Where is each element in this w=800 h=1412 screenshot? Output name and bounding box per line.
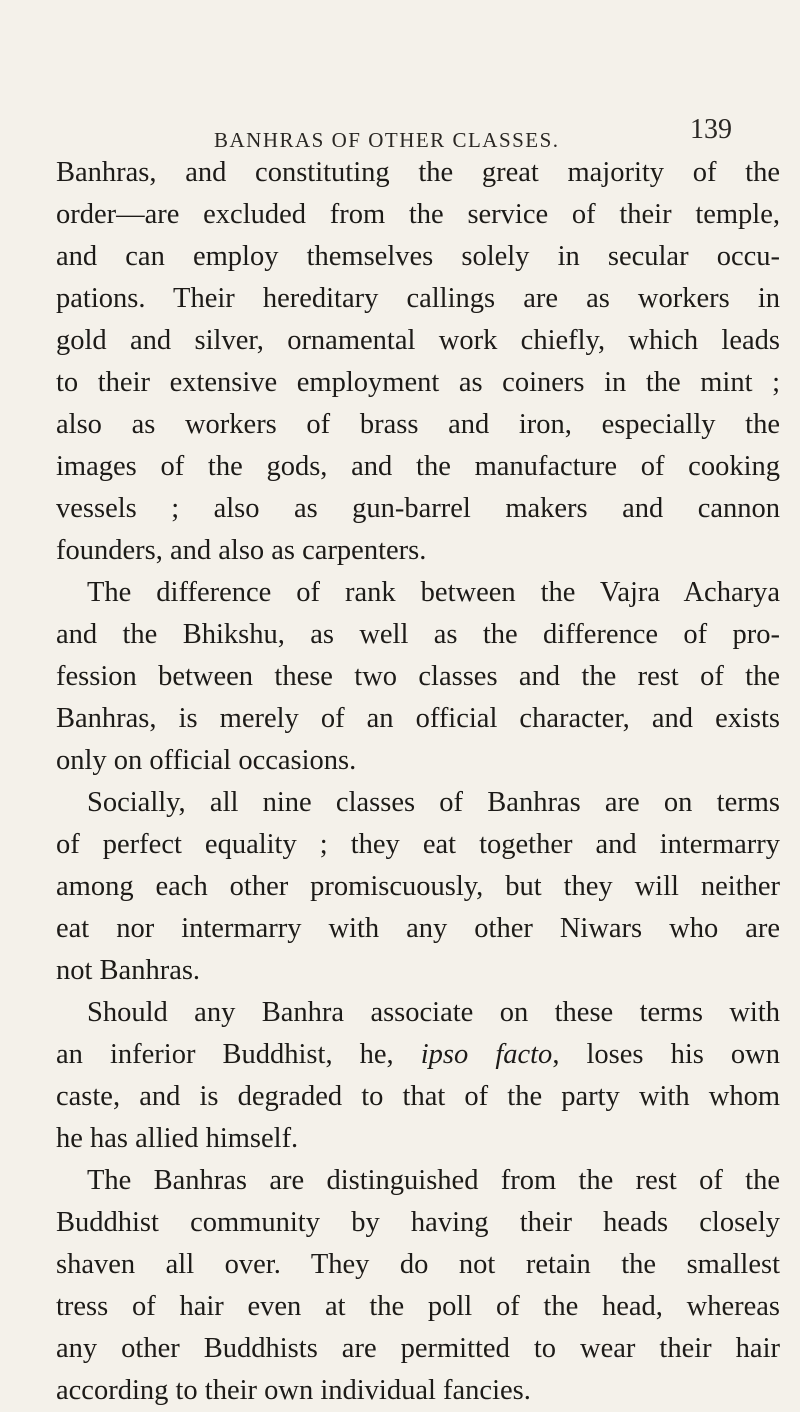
text-line: of perfect equality ; they eat together and intermarry — [56, 829, 780, 860]
paragraph-5 — [56, 1160, 780, 1412]
text-line: The Banhras are distinguished from the rest of the — [87, 1165, 780, 1196]
text-line: Banhras, is merely of an official character, and exists — [56, 703, 780, 734]
text-line: fession between these two classes and the rest of the — [56, 661, 780, 692]
running-head: BANHRAS OF OTHER CLASSES. — [214, 128, 560, 152]
italic-phrase: ipso facto — [420, 1039, 553, 1070]
text-line: Should any Banhra associate on these terms with — [87, 997, 780, 1028]
text-line: eat nor intermarry with any other Niwars who are — [56, 913, 780, 944]
text-line: tress of hair even at the poll of the head, whereas — [56, 1291, 780, 1322]
paragraph-4 — [56, 992, 780, 1160]
text-line: according to their own individual fancies. — [56, 1375, 531, 1406]
text-line: and the Bhikshu, as well as the difference of pro- — [56, 619, 780, 650]
text-line: any other Buddhists are permitted to wear their hair — [56, 1333, 780, 1364]
text-line: Banhras, and constituting the great majority of the — [56, 157, 780, 188]
text-line: shaven all over. They do not retain the smallest — [56, 1249, 780, 1280]
text-line: only on official occasions. — [56, 745, 357, 776]
text-line: Socially, all nine classes of Banhras are on terms — [87, 787, 780, 818]
text-line: images of the gods, and the manufacture of cooking — [56, 451, 780, 482]
text-line: caste, and is degraded to that of the party with whom — [56, 1081, 780, 1112]
text-line: also as workers of brass and iron, especially the — [56, 409, 780, 440]
text-line: among each other promiscuously, but they will neither — [56, 871, 780, 902]
text-line: order—are excluded from the service of their temple, — [56, 199, 780, 230]
paragraph-1 — [56, 152, 780, 572]
text-line: Buddhist community by having their heads closely — [56, 1207, 780, 1238]
text-line: vessels ; also as gun-barrel makers and cannon — [56, 493, 780, 524]
text-line — [56, 1034, 780, 1076]
text-line: gold and silver, ornamental work chiefly, which leads — [56, 325, 780, 356]
text-line: pations. Their hereditary callings are as workers in — [56, 283, 780, 314]
text-line: founders, and also as carpenters. — [56, 535, 427, 566]
text-line: to their extensive employment as coiners in the mint ; — [56, 367, 780, 398]
text-line: and can employ themselves solely in secular occu- — [56, 241, 780, 272]
body-text — [56, 152, 780, 1412]
text-line: not Banhras. — [56, 955, 201, 986]
text-line: The difference of rank between the Vajra Acharya — [87, 577, 780, 608]
page-number: 139 — [690, 114, 732, 145]
text-segment: , loses his own — [552, 1039, 780, 1070]
paragraph-3 — [56, 782, 780, 992]
text-line: he has allied himself. — [56, 1123, 299, 1154]
paragraph-2 — [56, 572, 780, 782]
text-segment: an inferior Buddhist, he, — [56, 1039, 421, 1070]
